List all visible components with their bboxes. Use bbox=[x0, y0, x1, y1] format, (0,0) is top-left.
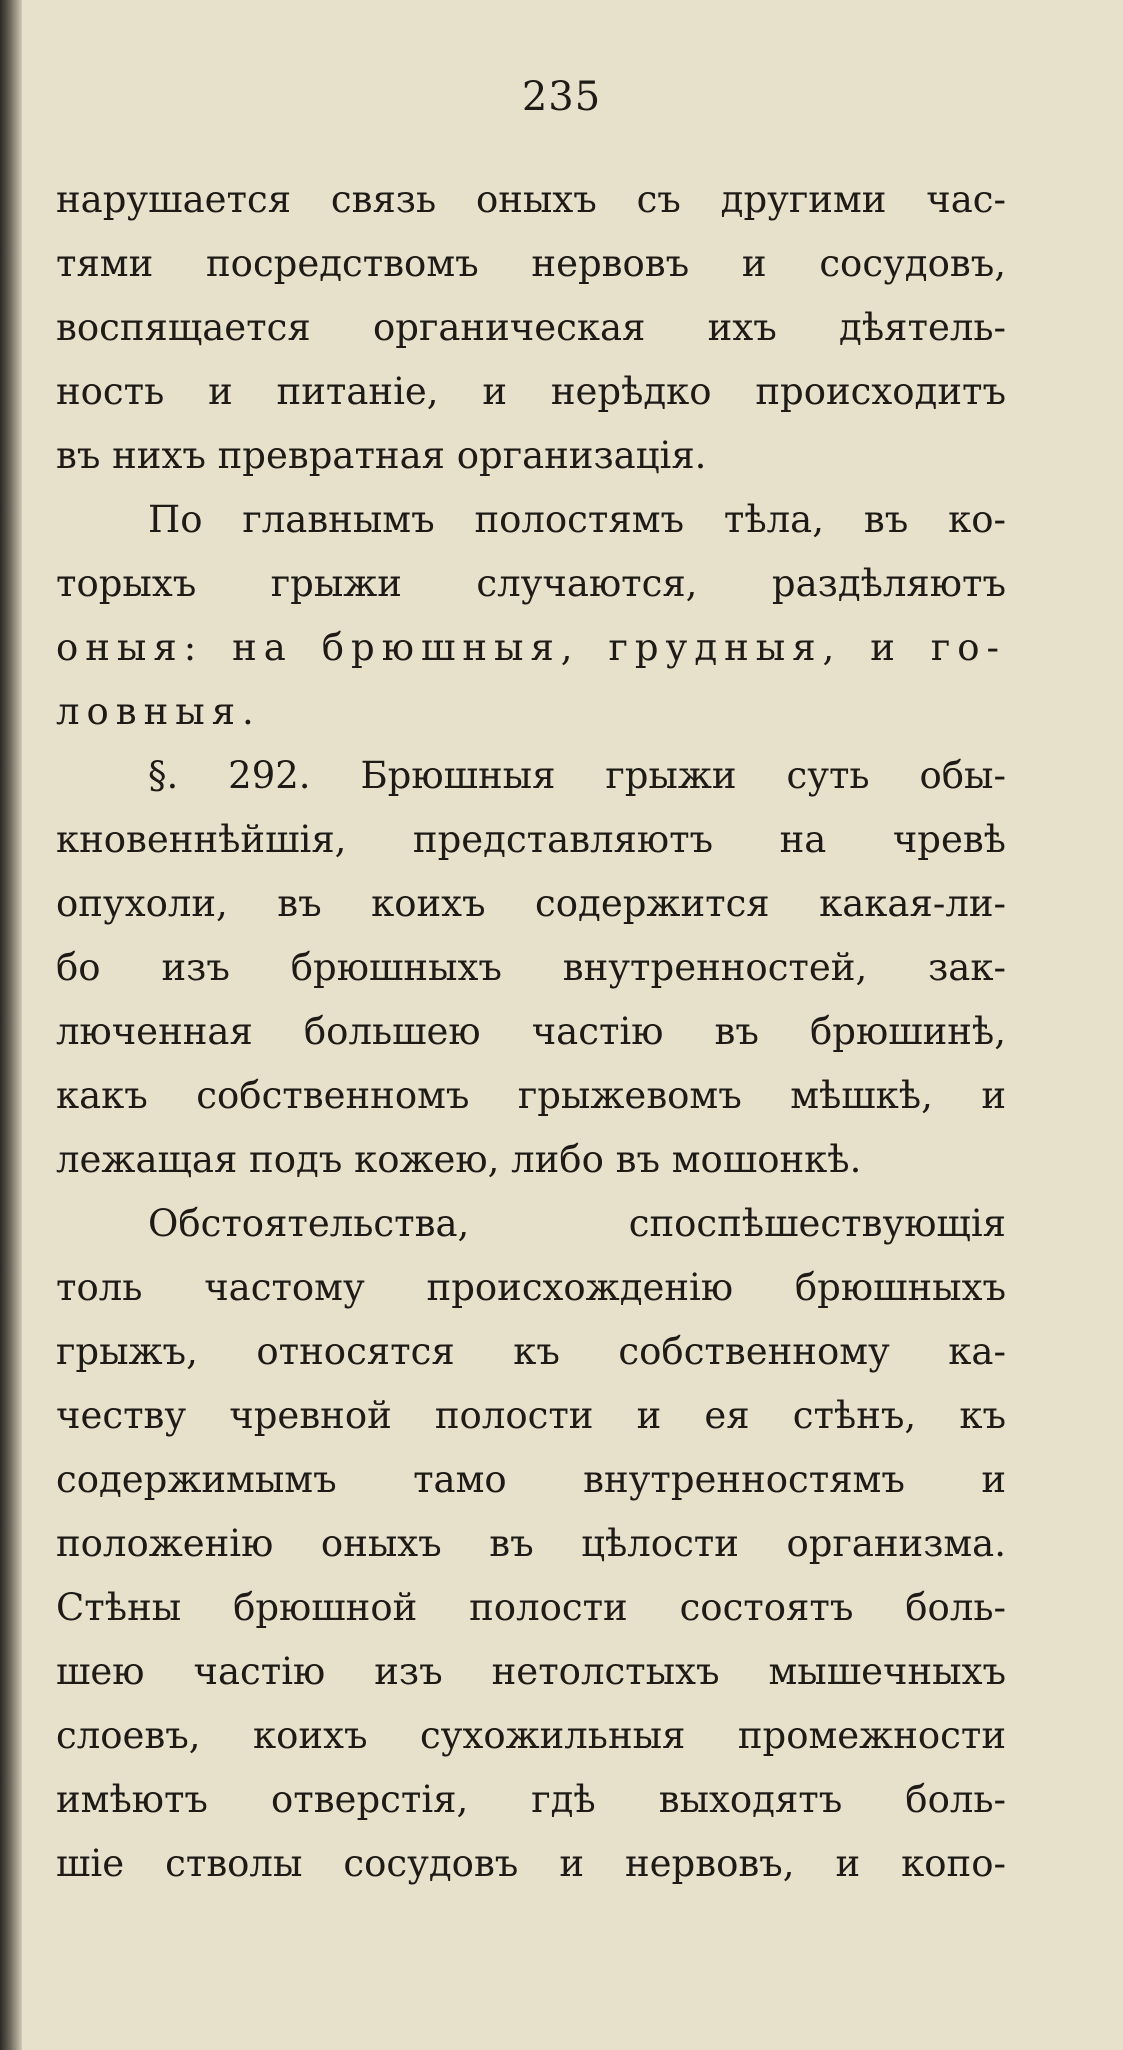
text-line: кновеннѣйшія, представляютъ на чревѣ bbox=[56, 818, 1006, 861]
page-number: 235 bbox=[521, 74, 602, 120]
text-line: ность и питаніе, и нерѣдко происходитъ bbox=[56, 370, 1006, 413]
text-line: шею частію изъ нетолстыхъ мышечныхъ bbox=[56, 1650, 1006, 1693]
text-line: какъ собственномъ грыжевомъ мѣшкѣ, и bbox=[56, 1074, 1006, 1117]
text-line: торыхъ грыжи случаются, раздѣляютъ bbox=[56, 562, 1006, 605]
text-line: имѣютъ отверстія, гдѣ выходятъ боль- bbox=[56, 1778, 1006, 1821]
text-line: бо изъ брюшныхъ внутренностей, зак- bbox=[56, 946, 1006, 989]
text-line: шіе стволы сосудовъ и нервовъ, и копо- bbox=[56, 1842, 1006, 1885]
text-line: слоевъ, коихъ сухожильныя промежности bbox=[56, 1714, 1006, 1757]
text-line: По главнымъ полостямъ тѣла, въ ко- bbox=[148, 498, 1006, 541]
text-line: воспящается органическая ихъ дѣятель- bbox=[56, 306, 1006, 349]
text-line: Обстоятельства, споспѣшествующія bbox=[148, 1202, 1006, 1245]
text-line: опухоли, въ коихъ содержится какая-ли- bbox=[56, 882, 1006, 925]
text-line: положенію оныхъ въ цѣлости организма. bbox=[56, 1522, 1006, 1565]
text-line: люченная большею частію въ брюшинѣ, bbox=[56, 1010, 1006, 1053]
text-line: ловныя. bbox=[56, 690, 261, 733]
text-line: лежащая подъ кожею, либо въ мошонкѣ. bbox=[56, 1138, 862, 1181]
body-text bbox=[56, 168, 1006, 1896]
text-line: толь частому происхожденію брюшныхъ bbox=[56, 1266, 1006, 1309]
text-line: §. 292. Брюшныя грыжи суть обы- bbox=[148, 754, 1006, 797]
text-line: тями посредствомъ нервовъ и сосудовъ, bbox=[56, 242, 1006, 285]
text-line: честву чревной полости и ея стѣнъ, къ bbox=[56, 1394, 1006, 1437]
text-line: въ нихъ превратная организація. bbox=[56, 434, 707, 477]
text-line: грыжъ, относятся къ собственному ка- bbox=[56, 1330, 1006, 1373]
text-line: содержимымъ тамо внутренностямъ и bbox=[56, 1458, 1006, 1501]
text-line: нарушается связь оныхъ съ другими час- bbox=[56, 178, 1006, 221]
text-line: оныя: на брюшныя, грудныя, и го- bbox=[56, 626, 1006, 669]
text-line: Стѣны брюшной полости состоятъ боль- bbox=[56, 1586, 1006, 1629]
